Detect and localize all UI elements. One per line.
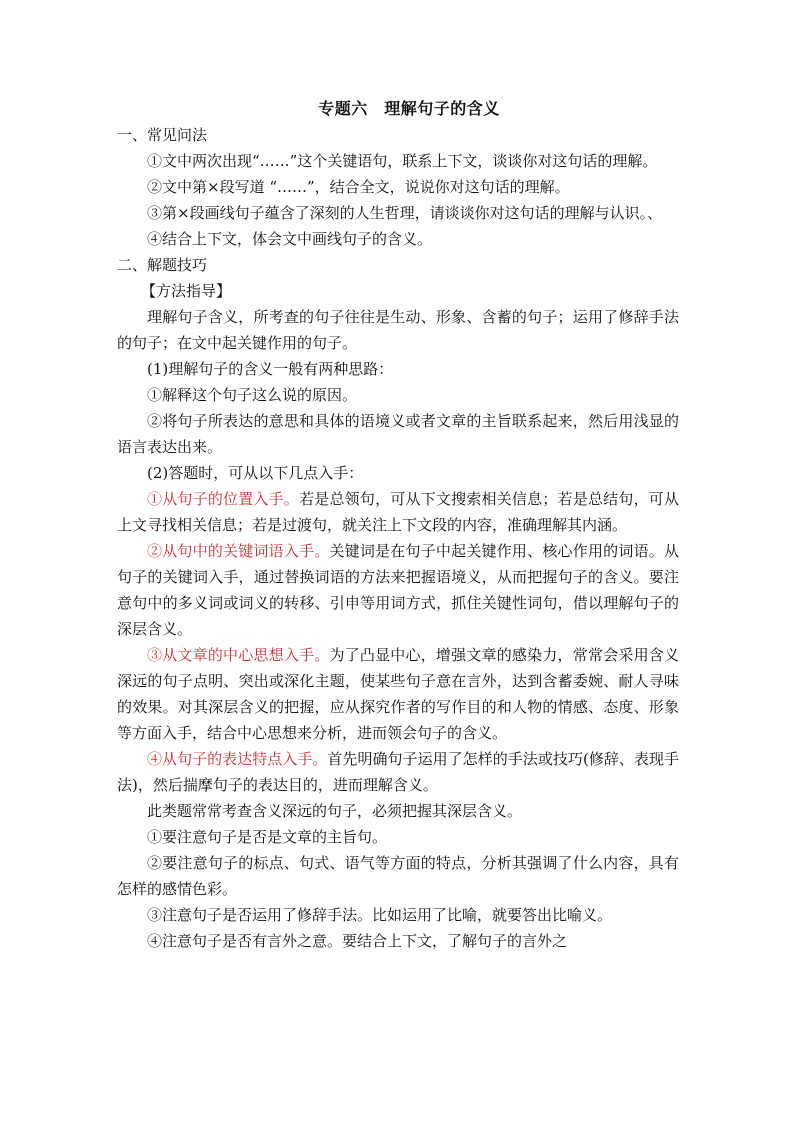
- note-paragraph: 此类题常常考查含义深远的句子，必须把握其深层含义。: [147, 802, 523, 820]
- answer-point-lead: ②从句中的关键词语入手。: [147, 542, 330, 560]
- answer-point: [117, 642, 679, 746]
- answer-title: (2)答题时，可从以下几点入手：: [147, 464, 364, 482]
- tip-item: ④注意句子是否有言外之意。要结合上下文，了解句子的言外之: [147, 932, 568, 950]
- page-title: 专题六 理解句子的含义: [318, 99, 500, 118]
- tip-item: ②要注意句子的标点、句式、语气等方面的特点，分析其强调了什么内容，具有怎样的感情色彩。: [117, 854, 679, 898]
- thinking-item: ①解释这个句子这么说的原因。: [147, 386, 358, 404]
- answer-point-text: 为了凸显中心，增强文章的感染力，常常会采用含义深远的句子点明、突出或深化主题，使某些句子意在言外，达到含蓄委婉、耐人寻味的效果。对其深层含义的把握，应从探究作者的写作目的和人物的情感、态度、形象等方面入手，结合中心思想来分析，进而领会句子的含义。: [117, 646, 679, 742]
- answer-point-lead: ④从句子的表达特点入手。: [147, 750, 328, 768]
- intro-paragraph: 理解句子含义，所考查的句子往往是生动、形象、含蓄的句子；运用了修辞手法的句子；在文中起关键作用的句子。: [117, 308, 679, 352]
- answer-point: [117, 486, 679, 538]
- tip-item: ①要注意句子是否是文章的主旨句。: [147, 828, 388, 846]
- answer-point-lead: ①从句子的位置入手。: [147, 490, 300, 508]
- answer-point: [117, 538, 679, 642]
- document-body: [117, 96, 679, 954]
- section-heading-common-questions: 一、常见问法: [117, 126, 208, 144]
- answer-point-text: 首先明确句子运用了怎样的手法或技巧(修辞、表现手法)，然后揣摩句子的表达目的，进而理解含义。: [117, 750, 679, 794]
- question-item: ②文中第×段写道 “……”，结合全文，说说你对这句话的理解。: [147, 178, 570, 196]
- thinking-title: (1)理解句子的含义一般有两种思路：: [147, 360, 394, 378]
- answer-point-text: 若是总领句，可从下文搜索相关信息；若是总结句，可从上文寻找相关信息；若是过渡句，就关注上下文段的内容，准确理解其内涵。: [117, 490, 679, 534]
- answer-point-lead: ③从文章的中心思想入手。: [147, 646, 330, 664]
- question-item: ④结合上下文，体会文中画线句子的含义。: [147, 230, 433, 248]
- question-item: ③第×段画线句子蕴含了深刻的人生哲理，请谈谈你对这句话的理解与认识。、: [147, 204, 663, 222]
- method-label: 【方法指导】: [141, 282, 232, 300]
- tip-item: ③注意句子是否运用了修辞手法。比如运用了比喻，就要答出比喻义。: [147, 906, 613, 924]
- thinking-item: ②将句子所表达的意思和具体的语境义或者文章的主旨联系起来，然后用浅显的语言表达出来。: [117, 412, 679, 456]
- answer-point-text: 关键词是在句子中起关键作用、核心作用的词语。从句子的关键词入手，通过替换词语的方法来把握语境义，从而把握句子的含义。要注意句中的多义词或词义的转移、引申等用词方式，抓住关键性词句，借以理解句子的深层含义。: [117, 542, 679, 638]
- answer-point: [117, 746, 679, 798]
- section-heading-techniques: 二、解题技巧: [117, 256, 208, 274]
- question-item: ①文中两次出现“……”这个关键语句，联系上下文，谈谈你对这句话的理解。: [147, 152, 658, 170]
